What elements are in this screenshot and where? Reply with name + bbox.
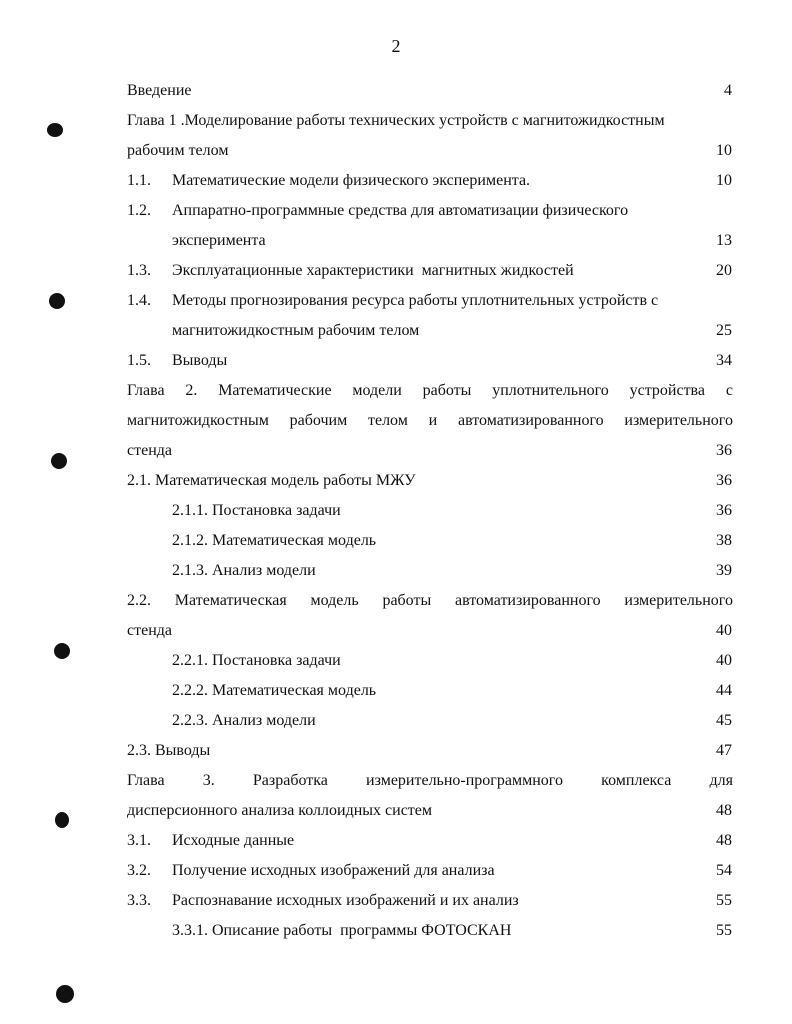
- chapter-3-title-cont: дисперсионного анализа коллоидных систем: [127, 802, 433, 819]
- section-page: 34: [716, 352, 732, 369]
- section-page: 10: [716, 172, 732, 189]
- word: автоматизированного: [455, 592, 601, 609]
- word: измерительно-программного: [366, 772, 563, 789]
- section-number: 3.1.: [127, 832, 151, 849]
- section-page: 55: [716, 892, 732, 909]
- section-number: 3.2.: [127, 862, 151, 879]
- section-title: Аппаратно-программные средства для автоматизации физического: [172, 202, 629, 219]
- section-page: 36: [716, 472, 732, 489]
- chapter-3-page: 48: [716, 802, 732, 819]
- chapter-2-title-end: стенда: [127, 442, 172, 459]
- page-number: 2: [391, 36, 401, 56]
- section-title: 2.3. Выводы: [127, 742, 211, 759]
- subsection-page: 38: [716, 532, 732, 549]
- section-title: 2.1. Математическая модель работы МЖУ: [127, 472, 416, 489]
- word: работы: [422, 382, 472, 399]
- section-title-cont: стенда: [127, 622, 172, 639]
- binder-hole: [47, 123, 63, 137]
- word: работы: [382, 592, 432, 609]
- subsection-page: 40: [716, 652, 732, 669]
- section-page: 54: [716, 862, 732, 879]
- subsection-page: 36: [716, 502, 732, 519]
- chapter-2-page: 36: [716, 442, 732, 459]
- word: комплекса: [601, 772, 672, 789]
- section-title: Математические модели физического эксперимента.: [172, 172, 531, 189]
- subsection-title: 2.1.1. Постановка задачи: [172, 502, 341, 519]
- word: и: [428, 412, 438, 429]
- word: 3.: [202, 772, 215, 789]
- word: с: [725, 382, 733, 399]
- section-number: 1.4.: [127, 292, 151, 309]
- section-page: 13: [716, 232, 732, 249]
- section-page: 48: [716, 832, 732, 849]
- word: устройства: [629, 382, 705, 399]
- section-page: 47: [716, 742, 732, 759]
- word: автоматизированного: [458, 412, 604, 429]
- word: измерительного: [624, 412, 733, 429]
- subsection-title: 2.1.2. Математическая модель: [172, 532, 377, 549]
- section-title: Выводы: [172, 352, 228, 369]
- section-title-cont: эксперимента: [172, 232, 266, 249]
- chapter-1-page: 10: [716, 142, 732, 159]
- word: уплотнительного: [492, 382, 609, 399]
- subsection-page: 45: [716, 712, 732, 729]
- subsection-title: 2.2.1. Постановка задачи: [172, 652, 341, 669]
- toc-entry-page: 4: [724, 82, 732, 99]
- chapter-3-title: [127, 771, 733, 791]
- section-title: Распознавание исходных изображений и их анализ: [172, 892, 519, 909]
- subsection-page: 55: [716, 922, 732, 939]
- word: 2.: [185, 382, 198, 399]
- section-number: 1.3.: [127, 262, 151, 279]
- binder-hole: [55, 812, 69, 828]
- chapter-2-title: [127, 381, 733, 401]
- word: Глава: [127, 772, 165, 789]
- section-number: 3.3.: [127, 892, 151, 909]
- subsection-title: 2.2.2. Математическая модель: [172, 682, 377, 699]
- subsection-page: 44: [716, 682, 732, 699]
- section-number: 1.1.: [127, 172, 151, 189]
- word: измерительного: [624, 592, 733, 609]
- section-number: 1.2.: [127, 202, 151, 219]
- binder-hole: [51, 453, 67, 469]
- subsection-title: 2.1.3. Анализ модели: [172, 562, 316, 579]
- chapter-1-title: Глава 1 .Моделирование работы технических устройств с магнитожидкостным: [127, 112, 665, 129]
- section-page: 20: [716, 262, 732, 279]
- subsection-title: 3.3.1. Описание работы программы ФОТОСКАН: [172, 922, 512, 939]
- binder-hole: [54, 643, 70, 659]
- section-title: Эксплуатационные характеристики магнитных жидкостей: [172, 262, 574, 279]
- word: магнитожидкостным: [127, 412, 269, 429]
- section-page: 40: [716, 622, 732, 639]
- subsection-title: 2.2.3. Анализ модели: [172, 712, 316, 729]
- section-title: [127, 591, 733, 611]
- section-title: Методы прогнозирования ресурса работы уплотнительных устройств с: [172, 292, 659, 309]
- word: модели: [352, 382, 402, 399]
- word: Разработка: [252, 772, 328, 789]
- toc-entry-title: Введение: [127, 82, 192, 99]
- word: рабочим: [289, 412, 348, 429]
- word: телом: [367, 412, 408, 429]
- binder-hole: [49, 293, 65, 309]
- word: Математическая: [174, 592, 287, 609]
- word: Математические: [218, 382, 332, 399]
- word: для: [709, 772, 733, 789]
- word: Глава: [127, 382, 165, 399]
- chapter-2-title-cont: [127, 411, 733, 431]
- section-title: Исходные данные: [172, 832, 295, 849]
- subsection-page: 39: [716, 562, 732, 579]
- word: 2.2.: [127, 592, 151, 609]
- section-number: 1.5.: [127, 352, 151, 369]
- section-title-cont: магнитожидкостным рабочим телом: [172, 322, 420, 339]
- word: модель: [310, 592, 359, 609]
- section-page: 25: [716, 322, 732, 339]
- section-title: Получение исходных изображений для анализа: [172, 862, 495, 879]
- chapter-1-title-cont: рабочим телом: [127, 142, 229, 159]
- binder-hole: [56, 985, 74, 1003]
